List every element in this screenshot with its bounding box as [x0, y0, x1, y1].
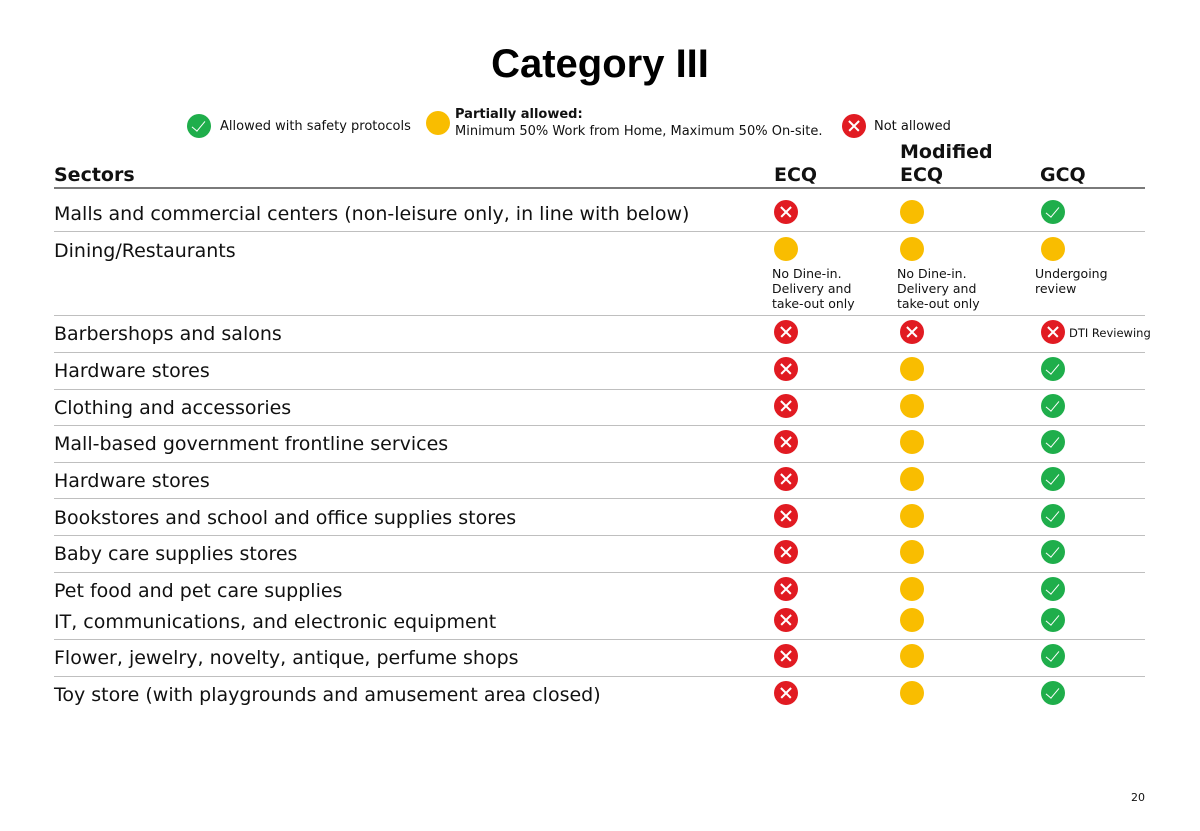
check-icon: [1041, 394, 1065, 418]
partial-circle-icon: [426, 111, 450, 135]
check-icon: [1041, 357, 1065, 381]
row-divider: [54, 389, 1145, 390]
check-icon: [1041, 540, 1065, 564]
check-icon: [1041, 644, 1065, 668]
cross-icon: [774, 504, 798, 528]
sector-label: Mall-based government frontline services: [54, 433, 449, 455]
column-header-sectors: Sectors: [54, 164, 135, 186]
legend-not-allowed-label: Not allowed: [874, 119, 951, 134]
row-divider: [54, 315, 1145, 316]
column-header-ecq: ECQ: [774, 164, 818, 186]
cross-icon: [774, 608, 798, 632]
row-divider: [54, 535, 1145, 536]
cross-icon: [774, 540, 798, 564]
sector-label: Toy store (with playgrounds and amusement area closed): [54, 684, 601, 706]
sector-label: Pet food and pet care supplies: [54, 580, 343, 602]
cross-icon: [774, 357, 798, 381]
row-divider: [54, 231, 1145, 232]
row-divider: [54, 676, 1145, 677]
partial-circle-icon: [900, 200, 924, 224]
cross-icon: [774, 467, 798, 491]
partial-circle-icon: [900, 644, 924, 668]
legend-allowed-label: Allowed with safety protocols: [220, 119, 411, 134]
row-divider: [54, 498, 1145, 499]
sector-label: Malls and commercial centers (non-leisure only, in line with below): [54, 203, 690, 225]
cross-icon: [774, 394, 798, 418]
column-header-mecq-bottom: ECQ: [900, 164, 944, 186]
gcq-note: Undergoing review: [1035, 266, 1108, 296]
check-icon: [187, 114, 211, 138]
sector-label: Baby care supplies stores: [54, 543, 298, 565]
gcq-side-note: DTI Reviewing: [1069, 326, 1151, 340]
check-icon: [1041, 577, 1065, 601]
row-divider: [54, 639, 1145, 640]
row-divider: [54, 352, 1145, 353]
partial-circle-icon: [900, 608, 924, 632]
sector-label: Clothing and accessories: [54, 397, 292, 419]
cross-icon: [774, 430, 798, 454]
sector-label: Dining/Restaurants: [54, 240, 236, 262]
partial-circle-icon: [900, 357, 924, 381]
sector-label: Hardware stores: [54, 470, 210, 492]
cross-icon: [774, 681, 798, 705]
check-icon: [1041, 467, 1065, 491]
row-divider: [54, 462, 1145, 463]
partial-circle-icon: [774, 237, 798, 261]
check-icon: [1041, 200, 1065, 224]
row-divider: [54, 572, 1145, 573]
row-divider: [54, 425, 1145, 426]
cross-icon: [774, 200, 798, 224]
check-icon: [1041, 681, 1065, 705]
partial-circle-icon: [900, 237, 924, 261]
check-icon: [1041, 430, 1065, 454]
partial-circle-icon: [900, 540, 924, 564]
check-icon: [1041, 504, 1065, 528]
check-icon: [1041, 608, 1065, 632]
sector-label: Flower, jewelry, novelty, antique, perfume shops: [54, 647, 519, 669]
sector-label: Hardware stores: [54, 360, 210, 382]
cross-icon: [774, 577, 798, 601]
page-title: Category III: [491, 42, 709, 86]
partial-circle-icon: [1041, 237, 1065, 261]
partial-circle-icon: [900, 430, 924, 454]
partial-circle-icon: [900, 681, 924, 705]
partial-circle-icon: [900, 577, 924, 601]
sector-label: IT, communications, and electronic equipment: [54, 611, 497, 633]
ecq-note: No Dine-in. Delivery and take-out only: [772, 266, 855, 311]
page-number: 20: [1131, 791, 1145, 804]
cross-icon: [900, 320, 924, 344]
cross-icon: [1041, 320, 1065, 344]
legend-partial-title: Partially allowed:: [455, 107, 583, 122]
column-header-mecq-top: Modified: [900, 141, 993, 163]
cross-icon: [842, 114, 866, 138]
cross-icon: [774, 644, 798, 668]
partial-circle-icon: [900, 394, 924, 418]
header-divider: [54, 187, 1145, 189]
sector-label: Bookstores and school and office supplies stores: [54, 507, 517, 529]
partial-circle-icon: [900, 504, 924, 528]
mecq-note: No Dine-in. Delivery and take-out only: [897, 266, 980, 311]
partial-circle-icon: [900, 467, 924, 491]
column-header-gcq: GCQ: [1040, 164, 1086, 186]
cross-icon: [774, 320, 798, 344]
legend-partial-label: Minimum 50% Work from Home, Maximum 50% On-site.: [455, 124, 823, 139]
sector-label: Barbershops and salons: [54, 323, 282, 345]
